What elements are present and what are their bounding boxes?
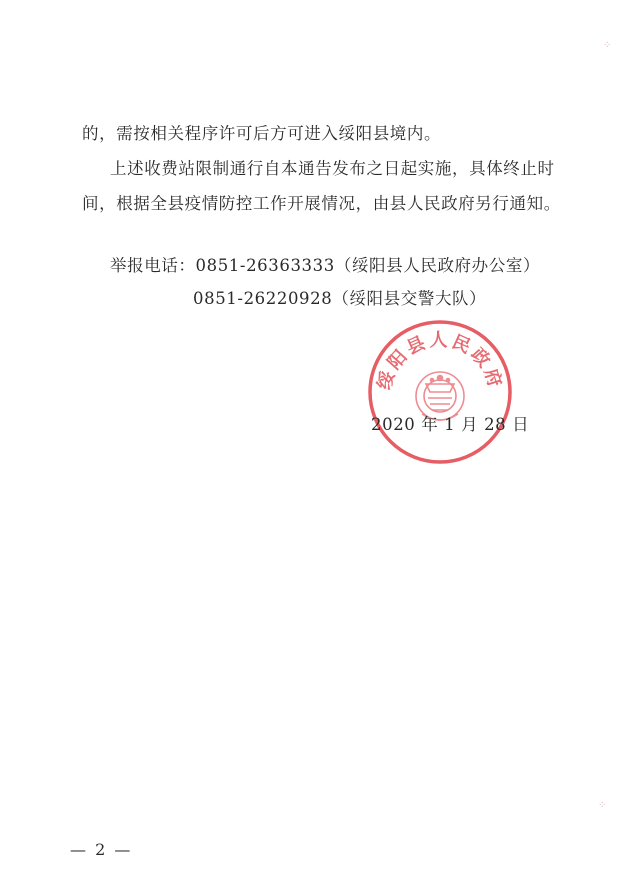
paragraph-2-line-1: 上述收费站限制通行自本通告发布之日起实施，具体终止时 — [110, 159, 555, 178]
seal-text: 绥阳县人民政府 — [373, 330, 507, 393]
contact-phone-1: 0851-26363333 — [195, 256, 335, 275]
page-number: — 2 — — [70, 840, 133, 859]
paragraph-2-line-2: 间，根据全县疫情防控工作开展情况，由县人民政府另行通知。 — [82, 194, 561, 213]
document-date: 2020 年 1 月 28 日 — [371, 415, 530, 434]
scan-speck: ⁘ — [598, 800, 607, 811]
official-seal — [366, 318, 514, 466]
contact-org-2: （绥阳县交警大队） — [332, 289, 487, 308]
scan-speck: ⁘ — [603, 40, 612, 51]
emblem-icon — [416, 372, 464, 420]
contact-label: 举报电话： — [110, 256, 196, 275]
contact-phone-2: 0851-26220928 — [193, 289, 333, 308]
contact-row-2 — [193, 289, 486, 309]
contact-org-1: （绥阳县人民政府办公室） — [334, 256, 541, 275]
paragraph-1-line-1: 的，需按相关程序许可后方可进入绥阳县境内。 — [82, 124, 442, 143]
contact-row-1 — [110, 256, 540, 276]
